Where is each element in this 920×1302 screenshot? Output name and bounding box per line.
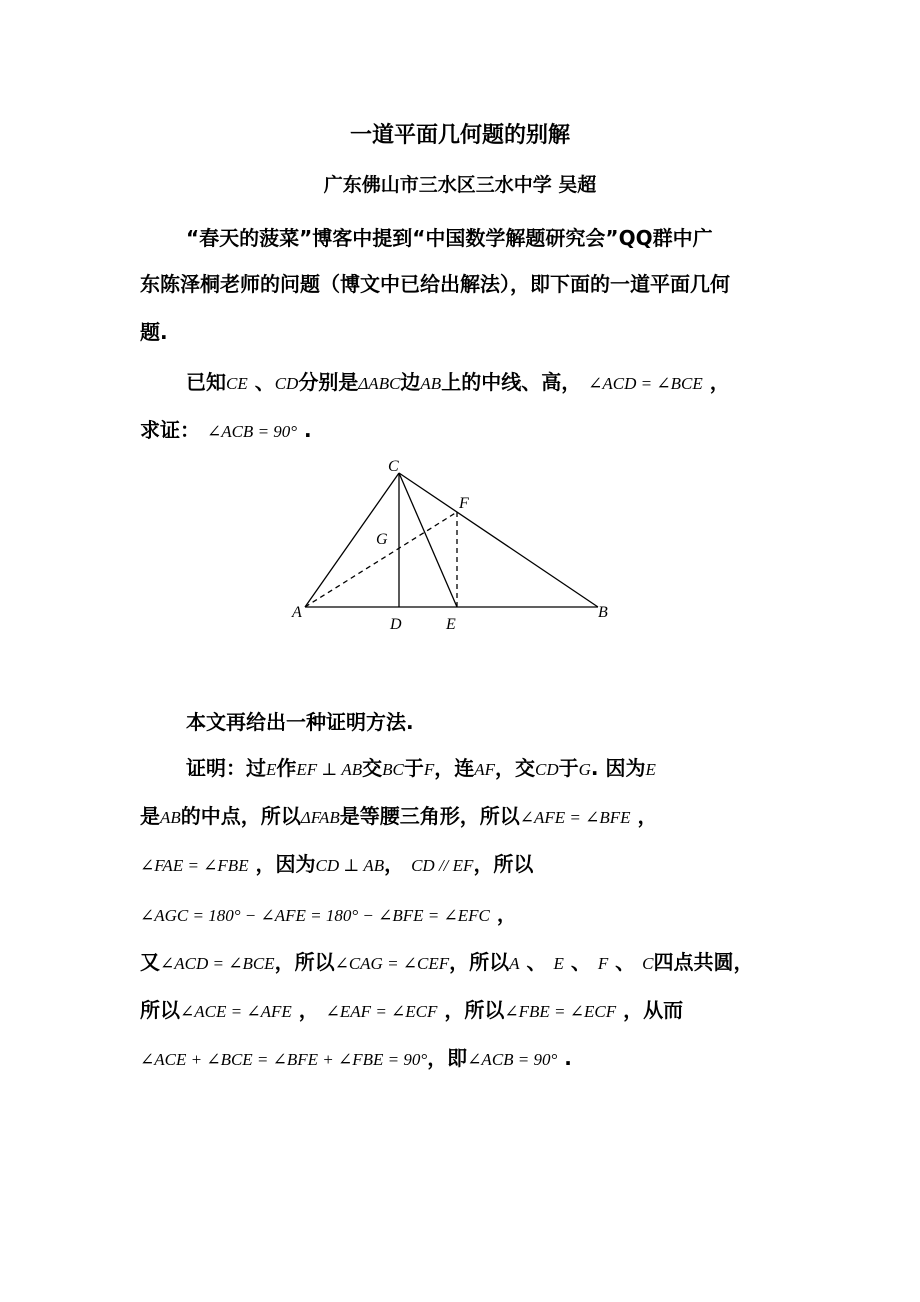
math: ∠ACD = ∠BCE <box>160 954 275 973</box>
text: . <box>297 418 312 442</box>
text: 边 <box>400 370 421 394</box>
text: 上的中线、高， <box>441 370 582 394</box>
text: 的中点，所以 <box>180 804 301 828</box>
text: ， <box>384 852 405 876</box>
proof-line-7 <box>140 1042 572 1071</box>
text: 、 <box>519 950 547 974</box>
math: AF <box>474 760 496 779</box>
math: ∠AFE = ∠BFE <box>519 808 631 827</box>
math: AB <box>420 374 442 393</box>
math: E <box>553 954 564 973</box>
math: CD // EF <box>411 856 474 875</box>
proof-line-4 <box>140 898 517 927</box>
math: F <box>423 760 435 779</box>
text: 、 <box>563 950 591 974</box>
intro-line-3: 题. <box>140 320 168 344</box>
math: CD <box>274 374 299 393</box>
math: F <box>597 954 609 973</box>
text: ，从而 <box>623 998 684 1022</box>
text: ， <box>637 804 658 828</box>
proof-line-1 <box>186 752 656 781</box>
label-g: G <box>376 531 388 548</box>
text: 求证： <box>140 418 200 442</box>
text: ，所以 <box>449 950 510 974</box>
text: ， <box>496 902 517 926</box>
text: 交 <box>362 756 383 780</box>
proof-line-3 <box>140 848 533 877</box>
text: 分别是 <box>298 370 359 394</box>
text: 于 <box>558 756 579 780</box>
proof-line-6 <box>140 994 683 1023</box>
label-b: B <box>598 604 608 621</box>
text: 、 <box>247 370 275 394</box>
math: CD ⊥ AB <box>315 856 385 875</box>
text: ，所以 <box>473 852 534 876</box>
triangle-figure <box>280 455 640 640</box>
text: 于 <box>403 756 424 780</box>
problem-line-2 <box>140 414 312 443</box>
text: ，连 <box>434 756 475 780</box>
label-c: C <box>388 458 399 475</box>
problem-line-1 <box>186 366 730 395</box>
text: ， <box>709 370 730 394</box>
math: ∠EAF = ∠ECF <box>325 1002 438 1021</box>
math: ∠ACE = ∠AFE <box>180 1002 292 1021</box>
text: ，即 <box>427 1046 468 1070</box>
text: 是 <box>140 804 160 828</box>
math: ∠ACB = 90° <box>467 1050 558 1069</box>
label-d: D <box>390 616 402 633</box>
proof-line-2 <box>140 800 657 829</box>
proof-line-5 <box>140 946 753 975</box>
math: EF ⊥ AB <box>296 760 363 779</box>
math: CE <box>226 374 248 393</box>
text: 证明：过 <box>186 756 266 780</box>
text: 所以 <box>140 998 180 1022</box>
math: ∠AGC = 180° − ∠AFE = 180° − ∠BFE = ∠EFC <box>140 906 490 925</box>
proof-lead: 本文再给出一种证明方法. <box>186 710 414 734</box>
text: ， <box>298 998 319 1022</box>
text: ，因为 <box>255 852 316 876</box>
text: 、 <box>608 950 636 974</box>
math: ∠ACE + ∠BCE = ∠BFE + ∠FBE = 90° <box>140 1050 428 1069</box>
math: ∠FAE = ∠FBE <box>140 856 249 875</box>
label-f: F <box>459 495 469 512</box>
document-title: 一道平面几何题的别解 <box>349 123 570 148</box>
text: . 因为 <box>590 756 646 780</box>
text: ，所以 <box>274 950 335 974</box>
text: 是等腰三角形，所以 <box>339 804 520 828</box>
math: A <box>509 954 520 973</box>
text: 作 <box>276 756 297 780</box>
math: C <box>642 954 654 973</box>
label-a: A <box>292 604 302 621</box>
math: ∠CAG = ∠CEF <box>334 954 450 973</box>
math: ∠FBE = ∠ECF <box>504 1002 617 1021</box>
text: 已知 <box>186 370 226 394</box>
math: E <box>645 760 656 779</box>
math: ∠ACB = 90° <box>206 422 298 441</box>
text: ，交 <box>495 756 536 780</box>
math: ∠ACD = ∠BCE <box>588 374 703 393</box>
math: ΔABC <box>358 374 401 393</box>
intro-line-1: “春天的菠菜”博客中提到“中国数学解题研究会”QQ群中广 <box>186 226 713 250</box>
label-e: E <box>446 616 456 633</box>
author-line: 广东佛山市三水区三水中学 吴超 <box>323 174 597 196</box>
text: ，所以 <box>444 998 505 1022</box>
math: CD <box>535 760 559 779</box>
math: AB <box>160 808 181 827</box>
segment-af-dashed <box>305 512 457 607</box>
math: BC <box>382 760 404 779</box>
segment-bc <box>399 473 598 607</box>
text: . <box>557 1046 572 1070</box>
intro-line-2: 东陈泽桐老师的问题（博文中已给出解法），即下面的一道平面几何 <box>140 272 730 296</box>
math: G <box>578 760 591 779</box>
math: E <box>266 760 277 779</box>
text: 又 <box>140 950 160 974</box>
math: ΔFAB <box>300 808 340 827</box>
text: 四点共圆， <box>653 950 754 974</box>
